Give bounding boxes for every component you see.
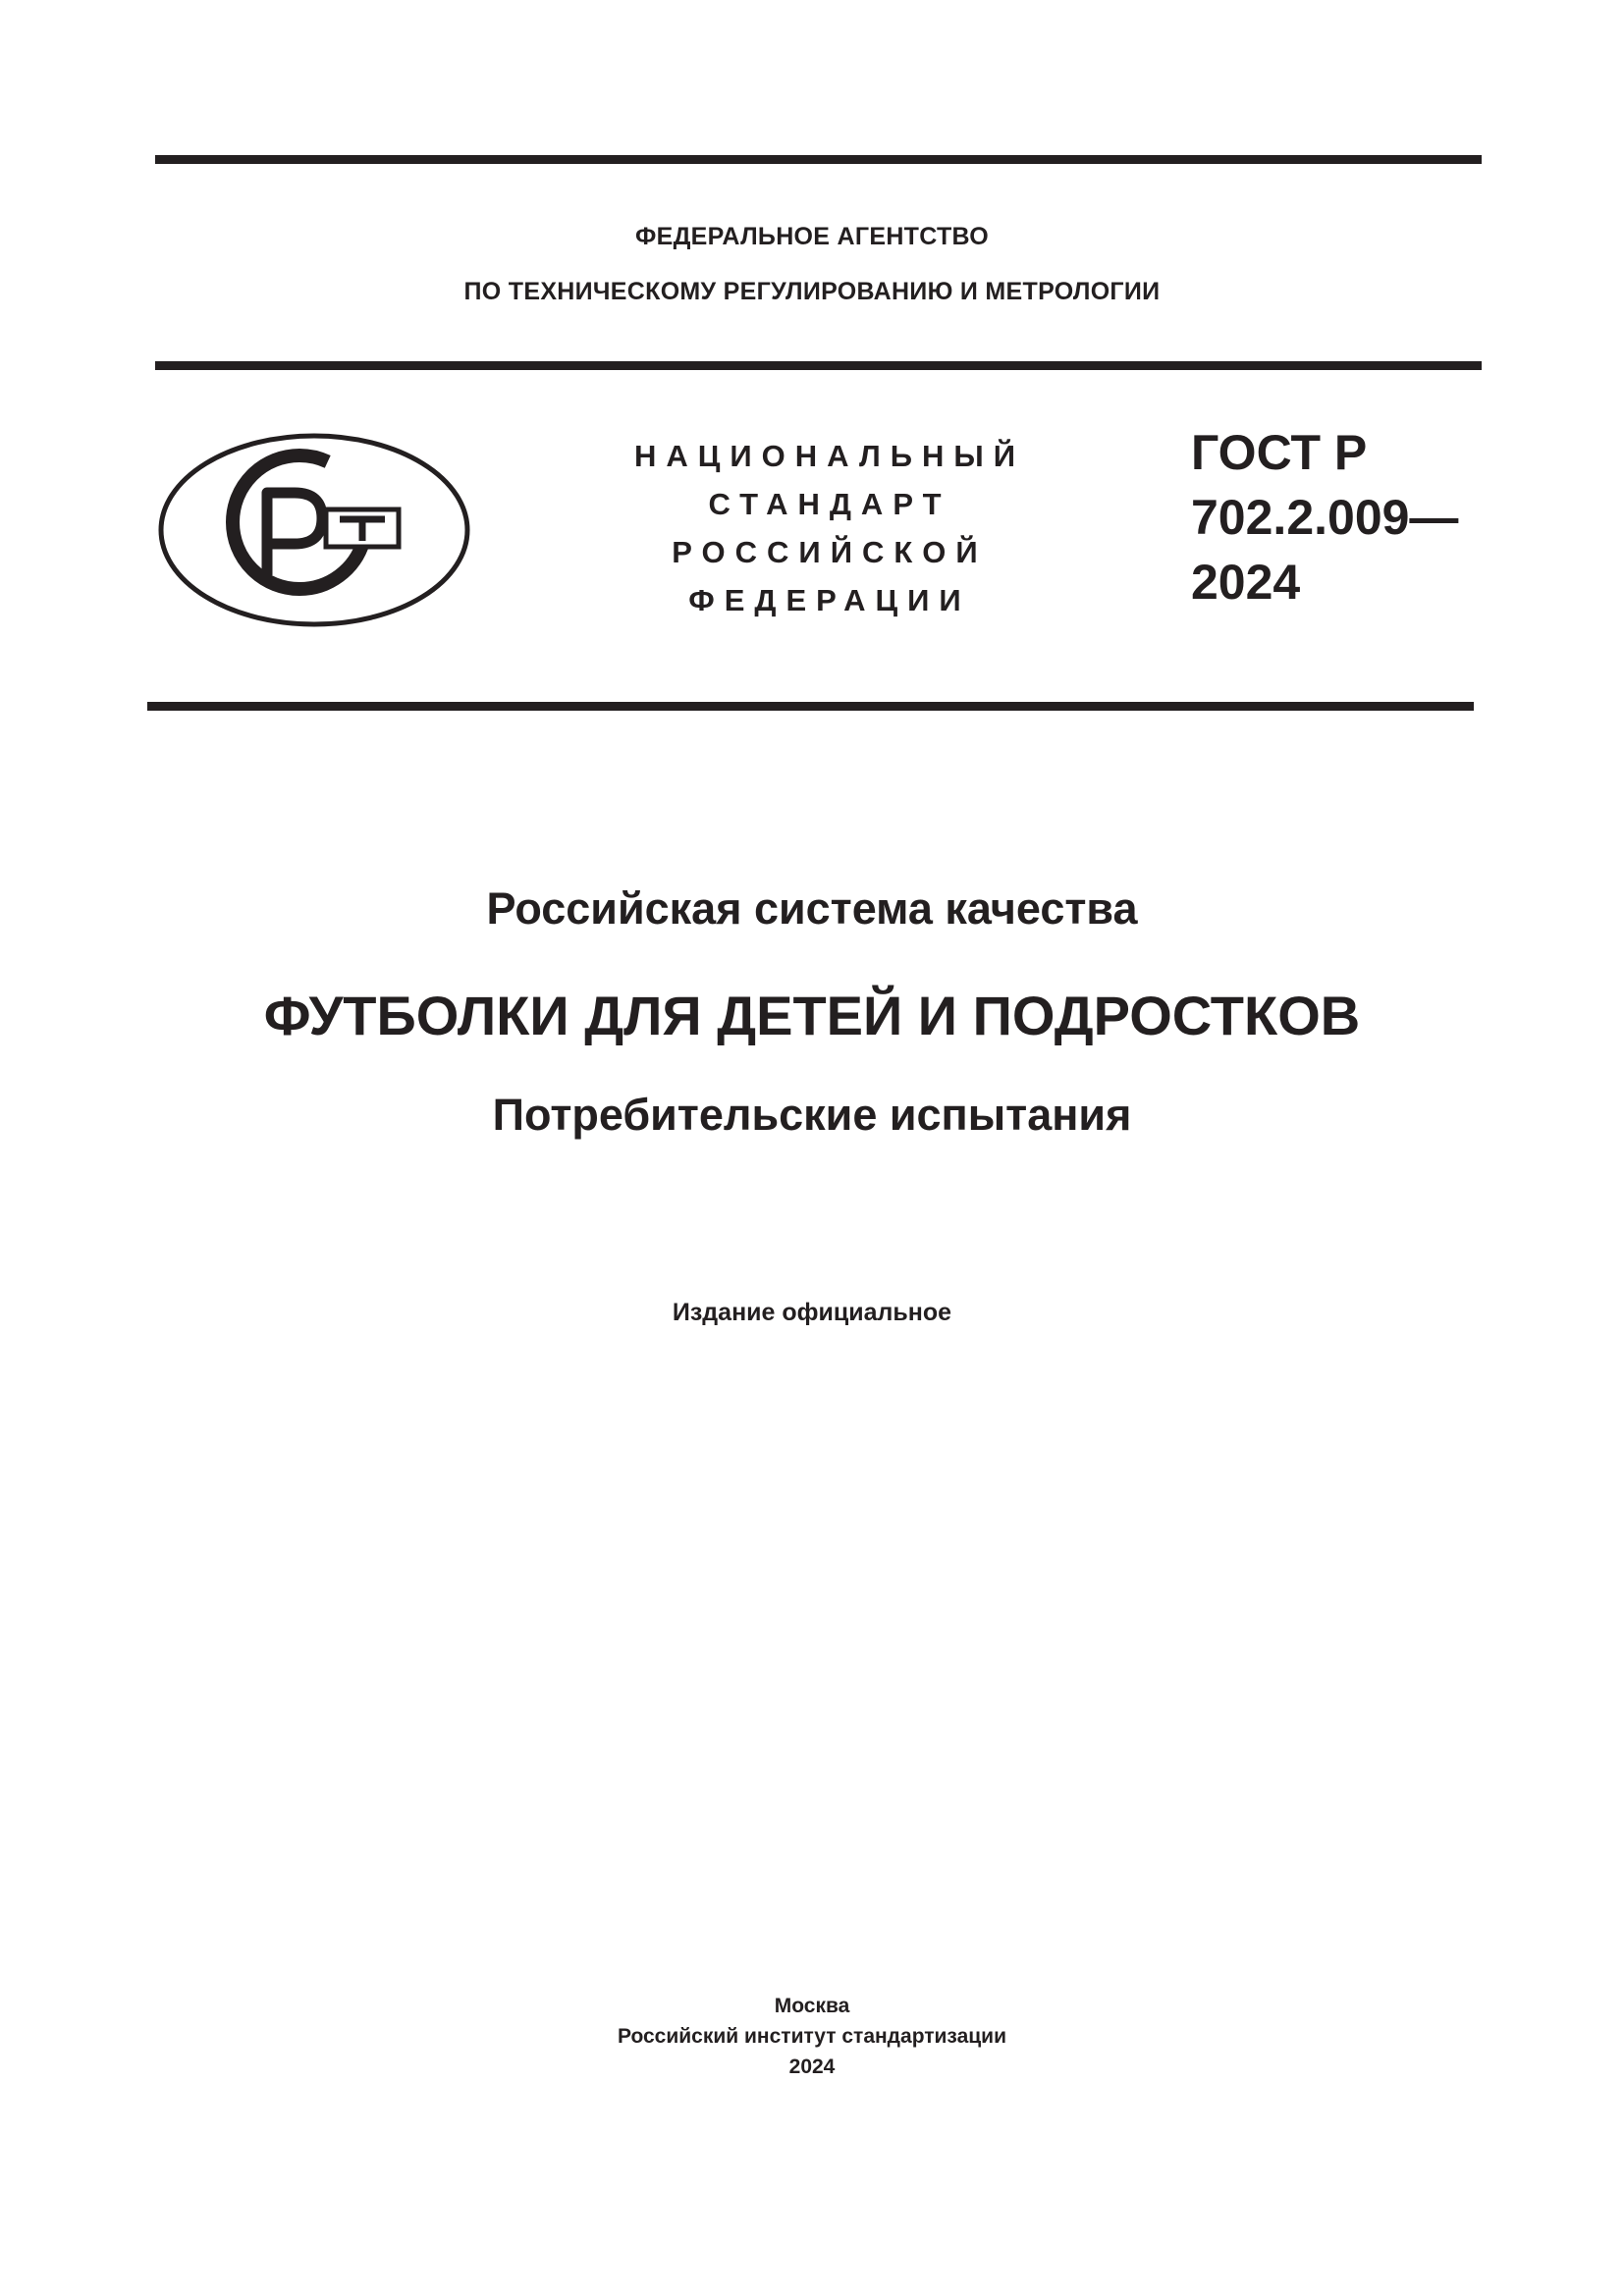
subtitle: Потребительские испытания [492, 1090, 1132, 1140]
designation-line-3: 2024 [1191, 555, 1301, 610]
main-title: ФУТБОЛКИ ДЛЯ ДЕТЕЙ И ПОДРОСТКОВ [263, 985, 1361, 1046]
agency-line-2: ПО ТЕХНИЧЕСКОМУ РЕГУЛИРОВАНИЮ И МЕТРОЛОГИИ [463, 278, 1161, 305]
edition-label: Издание официальное [672, 1299, 952, 1326]
header-rule [155, 361, 1482, 370]
standard-type-line-3: РОССИЙСКОЙ [672, 535, 988, 569]
standard-type-line-1: НАЦИОНАЛЬНЫЙ [633, 439, 1026, 473]
standard-type [609, 432, 1051, 624]
top-rule [155, 155, 1482, 164]
rst-logo-icon [157, 432, 471, 628]
series-title: Российская система качества [486, 883, 1138, 934]
standard-designation [1191, 420, 1458, 614]
designation-line-1: ГОСТ Р [1191, 425, 1368, 480]
agency-line-1: ФЕДЕРАЛЬНОЕ АГЕНТСТВО [634, 223, 990, 250]
title-block-rule [147, 702, 1474, 711]
imprint-city: Москва [774, 1995, 850, 2017]
imprint-year: 2024 [788, 2056, 836, 2078]
imprint [0, 1991, 1624, 2082]
designation-line-2: 702.2.009— [1191, 490, 1459, 545]
standard-type-line-4: ФЕДЕРАЦИИ [688, 583, 971, 617]
standard-type-line-2: СТАНДАРТ [708, 487, 951, 521]
imprint-publisher: Российский институт стандартизации [617, 2025, 1007, 2048]
